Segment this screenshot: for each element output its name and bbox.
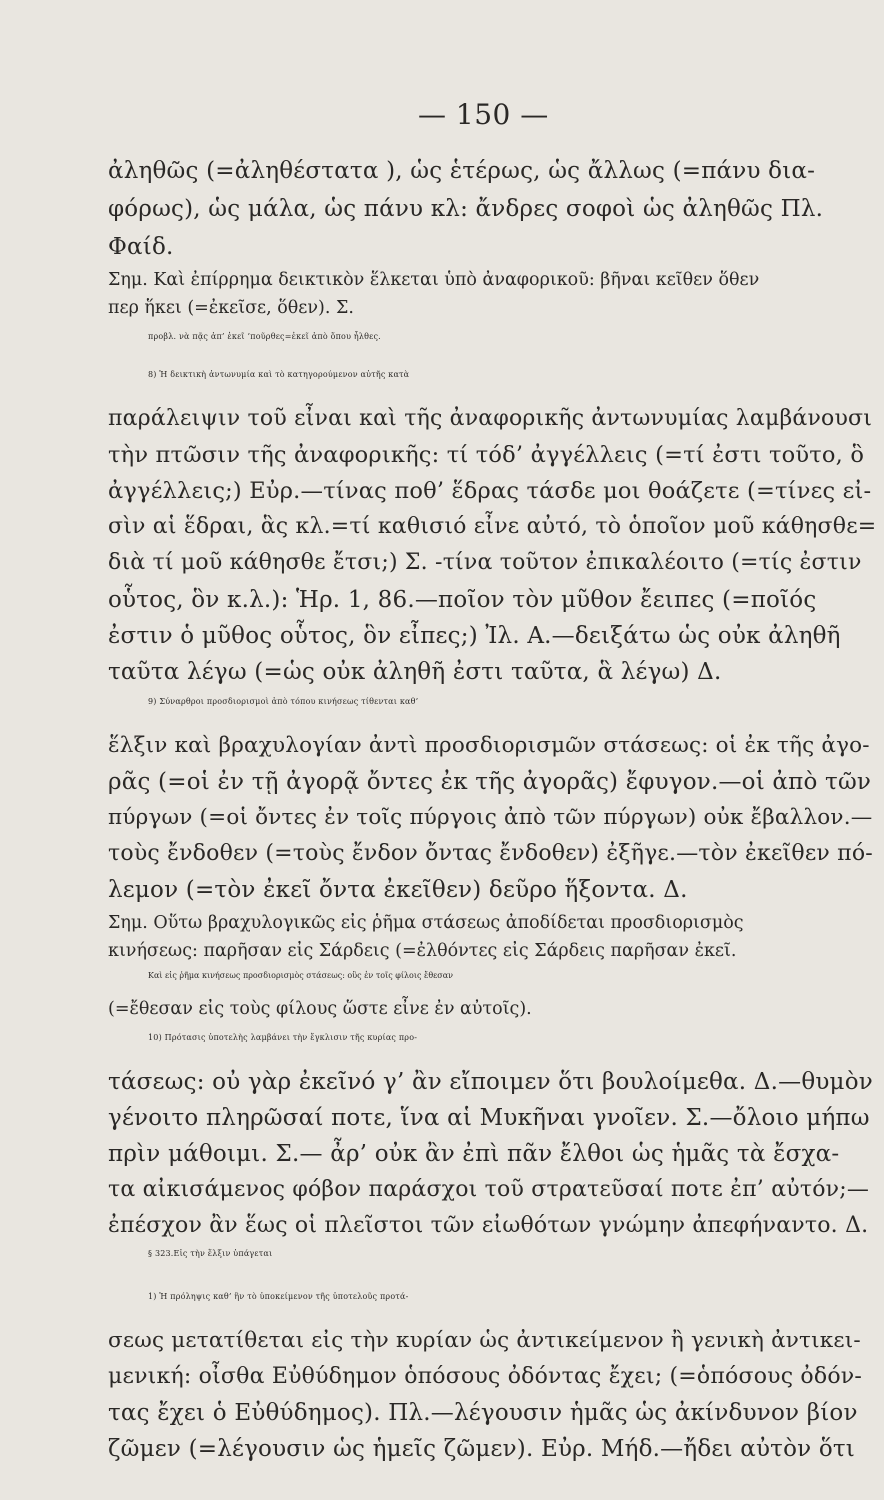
text-line: σὶν αἱ ἕδραι, ἃς κλ.=τί καθισιό εἶνε αὐτό, τὸ ὁποῖον μοῦ κάθησθε=	[108, 514, 877, 539]
text-line: 8) Ἡ δεικτικὴ ἀντωνυμία καὶ τὸ κατηγορούμενον αὐτῆς κατὰ	[148, 370, 410, 379]
text-line: τα αἰκισάμενος φόβον παράσχοι τοῦ στρατεῦσαί ποτε ἐπ’ αὐτόν;—	[108, 1177, 870, 1202]
note-line: Σημ. Καὶ ἐπίρρημα δεικτικὸν ἕλκεται ὑπὸ ἀναφορικοῦ: βῆναι κεῖθεν ὅθεν	[108, 270, 760, 290]
text-line: φόρως), ὡς μάλα, ὡς πάνυ κλ: ἄνδρες σοφοὶ ὡς ἀληθῶς Πλ.	[108, 196, 824, 222]
text-line: τὴν πτῶσιν τῆς ἀναφορικῆς: τί τόδ’ ἀγγέλλεις (=τί ἐστι τοῦτο, ὃ	[108, 442, 865, 468]
text-line: § 323.Εἰς τὴν ἕλξιν ὑπάγεται	[148, 1249, 273, 1258]
text-line: γένοιτο πληρῶσαί ποτε, ἵνα αἱ Μυκῆναι γνοῖεν. Σ.—ὄλοιο μήπω	[108, 1105, 870, 1131]
text-line: 9) Σύναρθροι προσδιορισμοὶ ἀπὸ τόπου κινήσεως τίθενται καθ’	[148, 697, 419, 706]
text-line: ἐπέσχον ἂν ἕως οἱ πλεῖστοι τῶν εἰωθότων γνώμην ἀπεφήναντο. Δ.	[108, 1213, 869, 1238]
text-line: πύργων (=οἱ ὄντες ἐν τοῖς πύργοις ἀπὸ τῶν πύργων) οὐκ ἔβαλλον.—	[108, 805, 873, 830]
text-line: διὰ τί μοῦ κάθησθε ἔτσι;) Σ. -τίνα τοῦτον ἐπικαλέοιτο (=τίς ἐστιν	[108, 550, 862, 575]
text-line: ζῶμεν (=λέγουσιν ὡς ἡμεῖς ζῶμεν). Εὐρ. Μήδ.—ἤδει αὐτὸν ὅτι	[108, 1436, 856, 1462]
note-line: Σημ. Οὕτω βραχυλογικῶς εἰς ῥῆμα στάσεως ἀποδίδεται προσδιορισμὸς	[108, 913, 744, 933]
text-line: Φαίδ.	[108, 234, 174, 260]
note-line: (=ἔθεσαν εἰς τοὺς φίλους ὥστε εἶνε ἐν αὐτοῖς).	[108, 999, 532, 1019]
text-line: 1) Ἡ πρόληψις καθ’ ἣν τὸ ὑποκείμενον τῆς ὑποτελοῦς προτά-	[148, 1292, 409, 1301]
text-line: τάσεως: οὐ γὰρ ἐκεῖνό γ’ ἂν εἴποιμεν ὅτι βουλοίμεθα. Δ.—θυμὸν	[108, 1069, 873, 1095]
note-line: Καὶ εἰς ῥῆμα κινήσεως προσδιορισμὸς στάσεως: οὓς ἐν τοῖς φίλοις ἔθεσαν	[148, 971, 454, 980]
text-line: 10) Πρότασις ὑποτελὴς λαμβάνει τὴν ἔγκλισιν τῆς κυρίας προ-	[148, 1033, 418, 1042]
text-line: προβλ. νὰ πᾷς ἀπ’ ἐκεῖ ’ποῦρθες=ἐκεῖ ἀπὸ ὅπου ἦλθες.	[148, 332, 381, 341]
page-number: — 150 —	[418, 98, 549, 131]
text-line: ρᾶς (=οἱ ἐν τῇ ἀγορᾷ ὄντες ἐκ τῆς ἀγορᾶς) ἔφυγον.—οἱ ἀπὸ τῶν	[108, 769, 872, 795]
text-line: οὗτος, ὃν κ.λ.): Ἡρ. 1, 86.—ποῖον τὸν μῦθον ἔειπες (=ποῖός	[108, 587, 817, 613]
text-line: ἕλξιν καὶ βραχυλογίαν ἀντὶ προσδιορισμῶν στάσεως: οἱ ἐκ τῆς ἀγο-	[108, 733, 870, 758]
note-line: περ ἥκει (=ἐκεῖσε, ὅθεν). Σ.	[108, 298, 354, 318]
text-line: τοὺς ἔνδοθεν (=τοὺς ἔνδον ὄντας ἔνδοθεν) ἐξῆγε.—τὸν ἐκεῖθεν πό-	[108, 841, 873, 866]
text-line: λεμον (=τὸν ἐκεῖ ὄντα ἐκεῖθεν) δεῦρο ἥξοντα. Δ.	[108, 877, 688, 903]
note-line: κινήσεως: παρῆσαν εἰς Σάρδεις (=ἐλθόντες εἰς Σάρδεις παρῆσαν ἐκεῖ.	[108, 941, 737, 961]
text-line: ἀληθῶς (=ἀληθέστατα ), ὡς ἑτέρως, ὡς ἄλλως (=πάνυ δια-	[108, 158, 816, 184]
text-line: πρὶν μάθοιμι. Σ.— ἆρ’ οὐκ ἂν ἐπὶ πᾶν ἔλθοι ὡς ἡμᾶς τὰ ἔσχα-	[108, 1141, 840, 1167]
text-line: ἀγγέλλεις;) Εὐρ.—τίνας ποθ’ ἕδρας τάσδε μοι θοάζετε (=τίνες εἰ-	[108, 478, 872, 504]
text-line: σεως μετατίθεται εἰς τὴν κυρίαν ὡς ἀντικείμενον ἢ γενικὴ ἀντικει-	[108, 1328, 861, 1353]
text-line: μενική: οἶσθα Εὐθύδημον ὁπόσους ὀδόντας ἔχει; (=ὁπόσους ὀδόν-	[108, 1364, 862, 1389]
text-line: ἐστιν ὁ μῦθος οὗτος, ὃν εἶπες;) Ἰλ. Α.—δειξάτω ὡς οὐκ ἀληθῆ	[108, 623, 841, 649]
text-line: τας ἔχει ὁ Εὐθύδημος). Πλ.—λέγουσιν ἡμᾶς ὡς ἀκίνδυνον βίον	[108, 1400, 858, 1426]
text-line: παράλειψιν τοῦ εἶναι καὶ τῆς ἀναφορικῆς ἀντωνυμίας λαμβάνουσι	[108, 406, 873, 431]
text-line: ταῦτα λέγω (=ὡς οὐκ ἀληθῆ ἐστι ταῦτα, ἃ λέγω) Δ.	[108, 659, 722, 685]
